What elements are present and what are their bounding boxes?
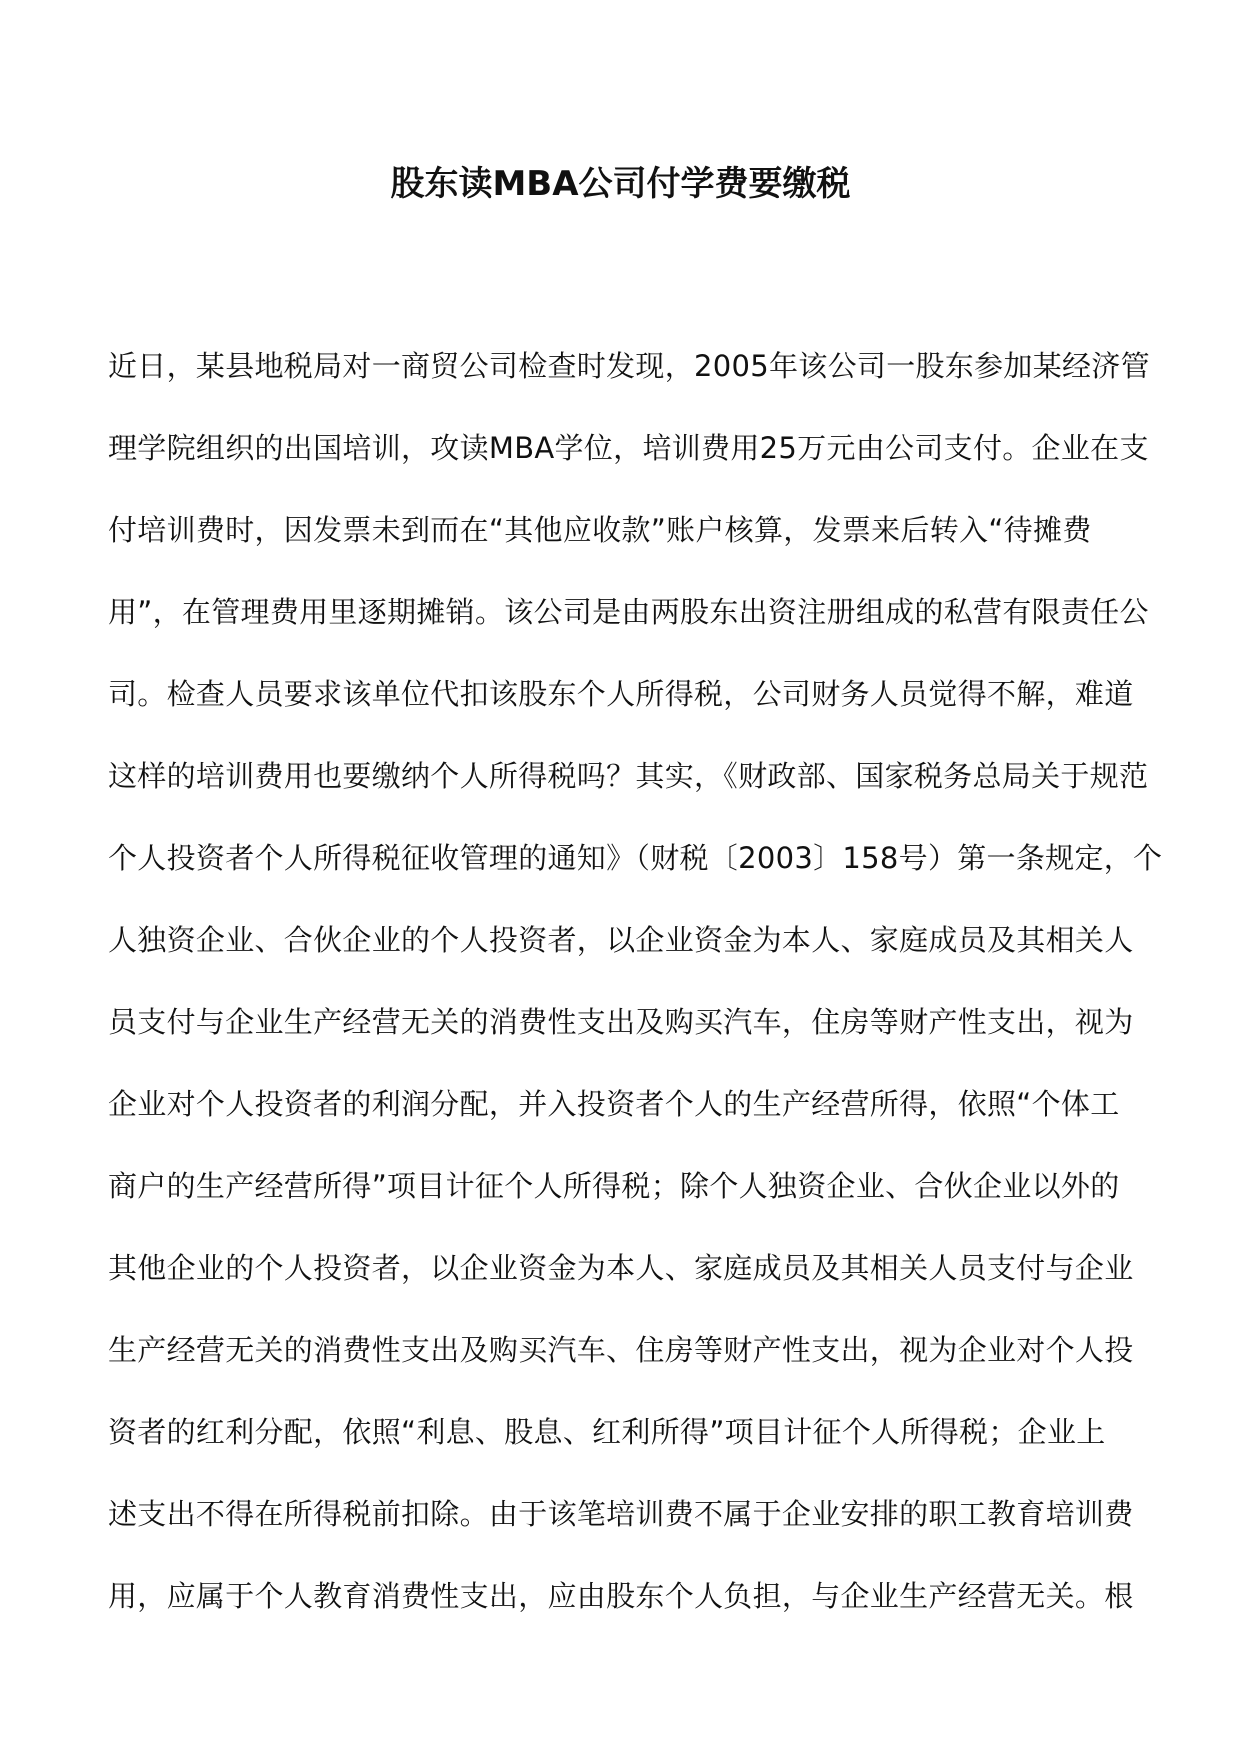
body-line: 这样的培训费用也要缴纳个人所得税吗？其实，《财政部、国家税务总局关于规范: [108, 759, 1149, 793]
body-line: 用”，在管理费用里逐期摊销。该公司是由两股东出资注册组成的私营有限责任公: [108, 595, 1149, 629]
body-line: 人独资企业、合伙企业的个人投资者，以企业资金为本人、家庭成员及其相关人: [108, 923, 1134, 957]
body-line: 员支付与企业生产经营无关的消费性支出及购买汽车，住房等财产性支出，视为: [108, 1005, 1134, 1039]
body-line: 企业对个人投资者的利润分配，并入投资者个人的生产经营所得，依照“个体工: [108, 1087, 1120, 1121]
body-line: 近日，某县地税局对一商贸公司检查时发现，2005年该公司一股东参加某经济管: [108, 349, 1150, 383]
document-title: 股东读MBA公司付学费要缴税: [390, 164, 851, 204]
body-line: 述支出不得在所得税前扣除。由于该笔培训费不属于企业安排的职工教育培训费: [108, 1497, 1134, 1531]
body-line: 商户的生产经营所得”项目计征个人所得税；除个人独资企业、合伙企业以外的: [108, 1169, 1120, 1203]
body-line: 其他企业的个人投资者，以企业资金为本人、家庭成员及其相关人员支付与企业: [108, 1251, 1134, 1285]
body-line: 司。检查人员要求该单位代扣该股东个人所得税，公司财务人员觉得不解，难道: [108, 677, 1134, 711]
body-line: 付培训费时，因发票未到而在“其他应收款”账户核算，发票来后转入“待摊费: [108, 513, 1092, 547]
body-line: 资者的红利分配，依照“利息、股息、红利所得”项目计征个人所得税；企业上: [108, 1415, 1106, 1449]
body-line: 生产经营无关的消费性支出及购买汽车、住房等财产性支出，视为企业对个人投: [108, 1333, 1134, 1367]
body-line: 个人投资者个人所得税征收管理的通知》（财税〔2003〕158号）第一条规定，个: [108, 841, 1163, 875]
document-body: [108, 344, 1163, 1656]
body-line: 用，应属于个人教育消费性支出，应由股东个人负担，与企业生产经营无关。根: [108, 1579, 1134, 1613]
body-line: 理学院组织的出国培训，攻读MBA学位，培训费用25万元由公司支付。企业在支: [108, 431, 1149, 465]
